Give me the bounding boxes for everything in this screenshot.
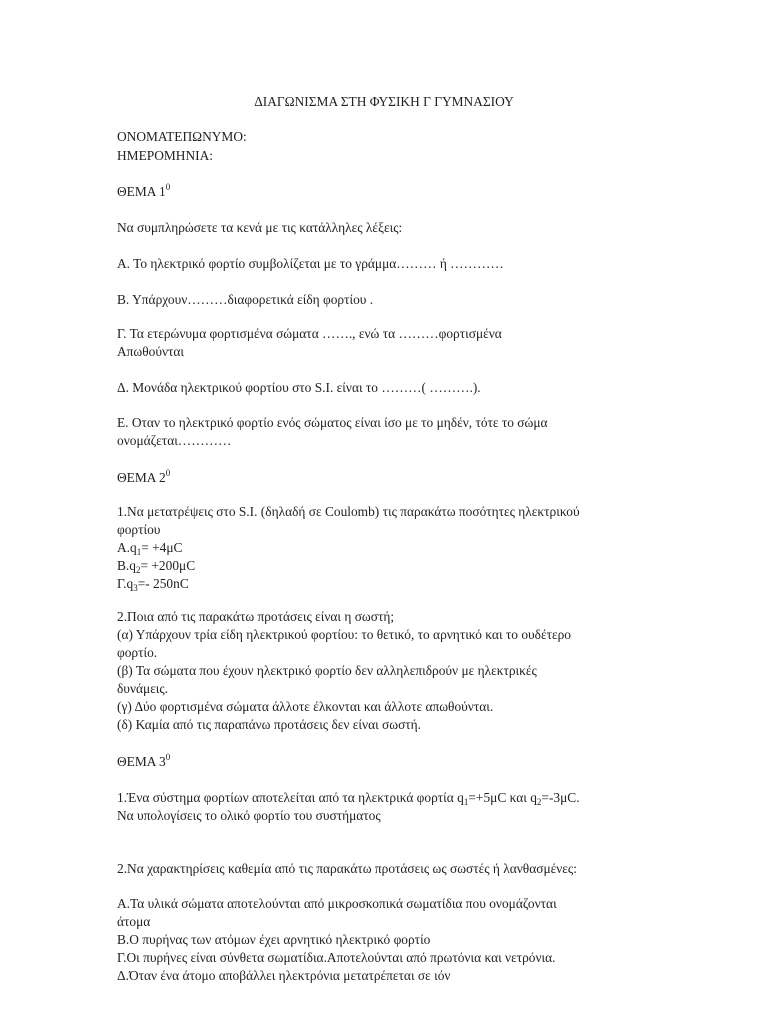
theme3-question1-line1 bbox=[117, 789, 657, 807]
theme2-heading bbox=[117, 469, 657, 487]
charge-item-b bbox=[117, 557, 657, 575]
theme1-intro: Να συμπληρώσετε τα κενά με τις κατάλληλες λέξεις: bbox=[117, 220, 403, 235]
theme1-item-d: Δ. Μονάδα ηλεκτρικού φορτίου στο S.I. είναι το ………( ……….). bbox=[117, 380, 481, 395]
charge-item-b-value: = +200μC bbox=[140, 558, 196, 573]
theme3-heading-sup: 0 bbox=[165, 752, 171, 762]
theme3-heading-text: ΘΕΜΑ 3 bbox=[117, 754, 166, 769]
charge-item-a-sub: 1 bbox=[136, 547, 142, 557]
theme1-heading-sup: 0 bbox=[165, 182, 171, 192]
name-field-label: ΟΝΟΜΑΤΕΠΩΝΥΜΟ: bbox=[117, 129, 247, 144]
charge-item-a-prefix: Α.q bbox=[117, 540, 137, 555]
option-a-line1: (α) Υπάρχουν τρία είδη ηλεκτρικού φορτίου: το θετικό, το αρνητικό και το ουδέτερο bbox=[117, 627, 571, 642]
theme3-q1-part2: =+5μC και q bbox=[468, 790, 537, 805]
charge-item-b-sub: 2 bbox=[135, 565, 141, 575]
statement-c: Γ.Οι πυρήνες είναι σύνθετα σωματίδια.Αποτελούνται από πρωτόνια και νετρόνια. bbox=[117, 950, 556, 965]
option-d: (δ) Καμία από τις παραπάνω προτάσεις δεν είναι σωστή. bbox=[117, 717, 422, 732]
statement-a-line2: άτομα bbox=[117, 914, 151, 929]
theme3-q1-part1: 1.Ένα σύστημα φορτίων αποτελείται από τα ηλεκτρικά φορτία q bbox=[117, 790, 464, 805]
charge-item-c-value: =- 250nC bbox=[137, 576, 189, 591]
charge-item-a-value: = +4μC bbox=[141, 540, 183, 555]
theme2-question2 bbox=[117, 608, 657, 734]
option-b-line2: δυνάμεις. bbox=[117, 681, 169, 696]
theme3-statements bbox=[117, 895, 657, 985]
charge-item-c bbox=[117, 575, 657, 593]
theme3-question1 bbox=[117, 789, 657, 825]
theme3-q1-part3: =-3μC. bbox=[541, 790, 580, 805]
page-title: ΔΙΑΓΩΝΙΣΜΑ ΣΤΗ ΦΥΣΙΚΗ Γ ΓΥΜΝΑΣΙΟΥ bbox=[254, 94, 514, 109]
theme1-item-b: Β. Υπάρχουν………διαφορετικά είδη φορτίου . bbox=[117, 292, 374, 307]
theme3-heading bbox=[117, 753, 657, 771]
theme1-item-c bbox=[117, 325, 657, 361]
theme3-q1-sub2: 2 bbox=[536, 797, 542, 807]
theme2-question1 bbox=[117, 503, 657, 593]
charge-item-c-sub: 3 bbox=[133, 583, 138, 593]
theme2-question2-intro: 2.Ποια από τις παρακάτω προτάσεις είναι η σωστή; bbox=[117, 609, 395, 624]
option-c: (γ) Δύο φορτισμένα σώματα άλλοτε έλκονται και άλλοτε απωθούνται. bbox=[117, 699, 494, 714]
statement-b: Β.Ο πυρήνας των ατόμων έχει αρνητικό ηλεκτρικό φορτίο bbox=[117, 932, 431, 947]
theme1-item-c-line1: Γ. Τα ετερώνυμα φορτισμένα σώματα ……., ενώ τα ………φορτισμένα bbox=[117, 326, 502, 341]
option-b-line1: (β) Τα σώματα που έχουν ηλεκτρικό φορτίο δεν αλληλεπιδρούν με ηλεκτρικές bbox=[117, 663, 537, 678]
theme2-question1-line1: 1.Να μετατρέψεις στο S.I. (δηλαδή σε Coulomb) τις παρακάτω ποσότητες ηλεκτρικού bbox=[117, 504, 580, 519]
theme1-heading-text: ΘΕΜΑ 1 bbox=[117, 184, 166, 199]
theme2-heading-sup: 0 bbox=[165, 468, 171, 478]
theme1-item-e-line2: ονομάζεται………… bbox=[117, 433, 232, 448]
theme1-item-e bbox=[117, 414, 657, 450]
theme3-question1-line2: Να υπολογίσεις το ολικό φορτίο του συστήματος bbox=[117, 808, 381, 823]
theme1-item-c-line2: Απωθούνται bbox=[117, 344, 185, 359]
theme1-item-e-line1: Ε. Οταν το ηλεκτρικό φορτίο ενός σώματος είναι ίσο με το μηδέν, τότε το σώμα bbox=[117, 415, 548, 430]
theme3-q1-sub1: 1 bbox=[463, 797, 469, 807]
option-a-line2: φορτίο. bbox=[117, 645, 158, 660]
theme1-item-a: Α. Το ηλεκτρικό φορτίο συμβολίζεται με το γράμμα……… ή ………… bbox=[117, 256, 504, 271]
date-field-label: ΗΜΕΡΟΜΗΝΙΑ: bbox=[117, 148, 213, 163]
theme2-heading-text: ΘΕΜΑ 2 bbox=[117, 470, 166, 485]
statement-a-line1: Α.Τα υλικά σώματα αποτελούνται από μικροσκοπικά σωματίδια που ονομάζονται bbox=[117, 896, 557, 911]
charge-item-b-prefix: Β.q bbox=[117, 558, 136, 573]
theme2-question1-line2: φορτίου bbox=[117, 522, 161, 537]
charge-item-a bbox=[117, 539, 657, 557]
theme1-heading bbox=[117, 183, 657, 201]
charge-item-c-prefix: Γ.q bbox=[117, 576, 134, 591]
theme3-question2-intro: 2.Να χαρακτηρίσεις καθεμία από τις παρακάτω προτάσεις ως σωστές ή λανθασμένες: bbox=[117, 861, 577, 876]
statement-d: Δ.Όταν ένα άτομο αποβάλλει ηλεκτρόνια μετατρέπεται σε ιόν bbox=[117, 968, 451, 983]
